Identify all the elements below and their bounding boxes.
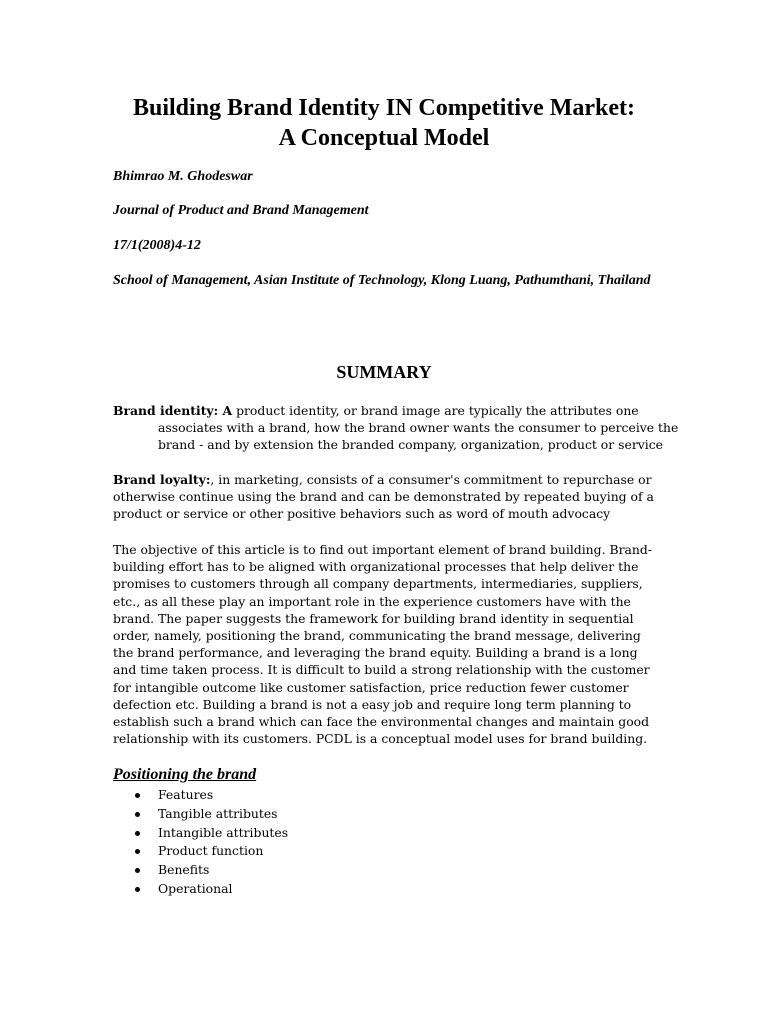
brand-identity-paragraph [113, 402, 703, 454]
objective-paragraph: The objective of this article is to find out important element of brand building. Brand-building effort has to be aligned with organizational processes that help deliver the promises to customers through all company departments, intermediaries, suppliers, etc., as all these play an important role in the experience customers have with the brand. The paper suggests the framework for building brand identity in sequential order, namely, positioning the brand, communicating the brand message, delivering the brand performance, and leveraging the brand equity. Building a brand is a long and time taken process. It is difficult to build a strong relationship with the customer for intangible outcome like customer satisfaction, price reduction fewer customer defection etc. Building a brand is not a easy job and require long term planning to establish such a brand which can face the environmental changes and maintain good relationship with its customers. PCDL is a conceptual model uses for brand building. [113, 542, 652, 747]
brand-loyalty-term: Brand loyalty: [113, 472, 211, 487]
positioning-list [113, 786, 288, 899]
list-item-label: Benefits [158, 862, 210, 878]
journal-name: Journal of Product and Brand Management [113, 203, 369, 218]
journal-issue: 17/1(2008)4-12 [113, 238, 201, 253]
bullet-icon [135, 831, 140, 836]
brand-identity-definition: product identity, or brand image are typically the attributes one associates with a brand, how the brand owner wants the consumer to perceive the brand - and by extension the branded company, organization, product or service [158, 403, 679, 453]
document-title-line-2: A Conceptual Model [278, 125, 490, 151]
document-title-line-1: Building Brand Identity IN Competitive Market: [132, 95, 635, 121]
list-item [113, 805, 288, 824]
author-affiliation: School of Management, Asian Institute of Technology, Klong Luang, Pathumthani, Thailand [113, 273, 651, 288]
bullet-icon [135, 793, 140, 798]
list-item-label: Operational [158, 880, 233, 896]
list-item [113, 861, 288, 880]
bullet-icon [135, 868, 140, 873]
summary-heading: SUMMARY [336, 362, 432, 382]
list-item-label: Intangible attributes [158, 824, 289, 840]
brand-loyalty-definition: , in marketing, consists of a consumer's commitment to repurchase or otherwise continue using the brand and can be demonstrated by repeated buying of a product or service or other positive behaviors such as word of mouth advocacy [113, 472, 654, 522]
list-item [113, 786, 288, 805]
list-item [113, 842, 288, 861]
bullet-icon [135, 849, 140, 854]
brand-loyalty-paragraph [113, 471, 658, 523]
brand-identity-term: Brand identity: A [113, 403, 233, 418]
bullet-icon [135, 812, 140, 817]
list-item [113, 880, 288, 899]
list-item-label: Product function [158, 843, 264, 859]
bullet-icon [135, 887, 140, 892]
list-item-label: Tangible attributes [158, 805, 278, 821]
list-item-label: Features [158, 787, 214, 802]
author-name: Bhimrao M. Ghodeswar [113, 169, 253, 184]
positioning-heading: Positioning the brand [113, 766, 257, 783]
list-item [113, 824, 288, 843]
